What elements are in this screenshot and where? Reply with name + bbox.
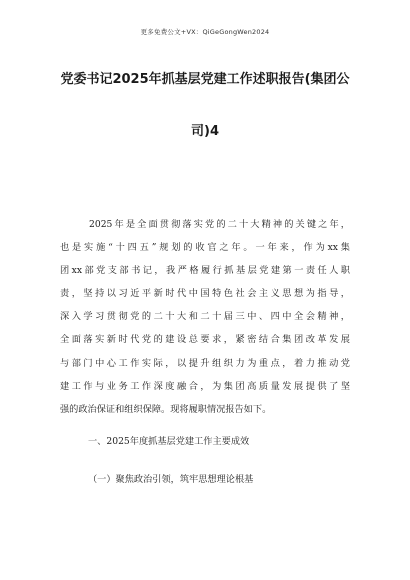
- paragraph-line: 2025年是全面贯彻落实党的二十大精神的关键之年，: [89, 219, 350, 230]
- document-title-line-1: 党委书记2025年抓基层党建工作述职报告(集团公: [60, 72, 350, 87]
- paragraph-line: 与部门中心工作实际，以提升组织力为重点，着力推动党: [60, 357, 350, 369]
- paragraph-line: 建工作与业务工作深度融合，为集团高质量发展提供了坚: [60, 380, 350, 392]
- paragraph-line: 责，坚持以习近平新时代中国特色社会主义思想为指导，: [60, 288, 350, 300]
- header-note: 更多免费公文+VX：QiGeGongWen2024: [140, 28, 270, 36]
- paragraph-line: 全面落实新时代党的建设总要求，紧密结合集团改革发展: [60, 334, 350, 346]
- sub-heading: （一）聚焦政治引领，筑牢思想理论根基: [88, 474, 254, 485]
- document-title-line-2: 司)4: [191, 124, 219, 139]
- paragraph-line: 团xx部党支部书记，我严格履行抓基层党建第一责任人职: [60, 265, 350, 277]
- section-heading: 一、2025年度抓基层党建工作主要成效: [88, 436, 250, 447]
- paragraph-line: 也是实施“十四五”规划的收官之年。一年来，作为xx集: [60, 242, 350, 254]
- paragraph-line: 深入学习贯彻党的二十大和二十届三中、四中全会精神，: [60, 311, 350, 323]
- paragraph-line: 强的政治保证和组织保障。现将履职情况报告如下。: [60, 403, 272, 415]
- intro-paragraph: [60, 213, 350, 421]
